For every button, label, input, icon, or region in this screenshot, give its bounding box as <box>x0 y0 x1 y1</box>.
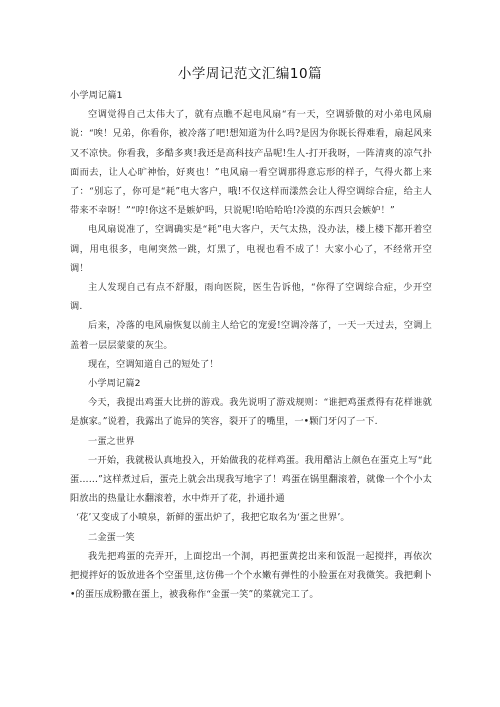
subheading-2: 二金蛋一笑 <box>88 531 135 543</box>
paragraph-6: 今天，我提出鸡蛋大比拼的游戏。我先说明了游戏规则：“谁把鸡蛋煮得有花样谁就是旗家。”说着，我露出了诡异的笑容，裂开了的嘴里，一•颗门牙闪了一下. <box>70 397 432 428</box>
paragraph-4: 后来，冷落的电风扇恢复以前主人给它的宠爱!空调冷落了，一天一天过去，空调上盖着一层层蒙蒙的灰尘。 <box>70 320 432 351</box>
paragraph-8: ‘花’又变成了小喷泉，新鲜的蛋出炉了，我把它取名为‘蛋之世界’。 <box>76 512 350 524</box>
document-title: 小学周记范文汇编10篇 <box>177 66 323 82</box>
paragraph-5: 现在，空调知道自己的短处了！ <box>88 358 219 370</box>
subheading-1: 一蛋之世界 <box>88 435 135 447</box>
section-heading-2: 小学周记篇2 <box>88 378 141 390</box>
document-body <box>70 86 432 604</box>
paragraph-3: 主人发现自己有点不舒服，雨向医院，医生告诉他，“你得了空调综合症，少开空调. <box>70 282 432 313</box>
paragraph-1: 空调觉得自己太伟大了，就有点瞧不起电风扇“有一天，空调骄傲的对小弟电风扇说：“唉！兄弟，你看你，被冷落了吧!想知道为什么吗?是因为你既长得难看，扇起风来又不凉快。你看我，多酷多爽!我还是高科技产品呢!生人-打开我呀，一阵清爽的凉气扑面而去，让人心旷神怡，好爽也！”电风扇一看空调那得意忘形的样子，气得火都上来了：“别忘了，你可是“耗”电大客户，哦!不仅这样而漾然会让人得空调综合症，给主人带来不幸呀！”“哼!你这不是嫉妒吗，只说呢!哈哈哈哈!冷漠的东西只会嫉妒！” <box>70 109 432 217</box>
paragraph-7: 一开始，我就极认真地投入，开始做我的花样鸡蛋。我用醋沾上颜色在蛋克上写“此蛋……”这样煮过后，蛋壳上就会出现我写地字了！鸡蛋在锅里翻滚着，就像一个个小太阳放出的热量让水翻滚着，水中炸开了花，扑通扑通 <box>70 454 432 505</box>
paragraph-9: 我先把鸡蛋的壳弄开，上面挖出一个洞，再把蛋黄挖出来和饭混一起搅拌，再依次把搅拌好的饭放进各个空蛋里,这仿佛一个个水嫩有弹性的小脸蛋在对我微笑。我把剩卜•的蛋压成粉撒在蛋上，被我称作“金蛋一笑”的菜就完工了。 <box>70 550 432 601</box>
paragraph-2: 电风扇说准了，空调确实是“耗”电大客户，天气太热，没办法，楼上楼下都开着空调，用电很多，电闸突然一跳，灯黑了，电视也看不成了！大家小心了，不经常开空调！ <box>70 224 432 274</box>
section-heading-1: 小学周记篇1 <box>70 90 123 101</box>
